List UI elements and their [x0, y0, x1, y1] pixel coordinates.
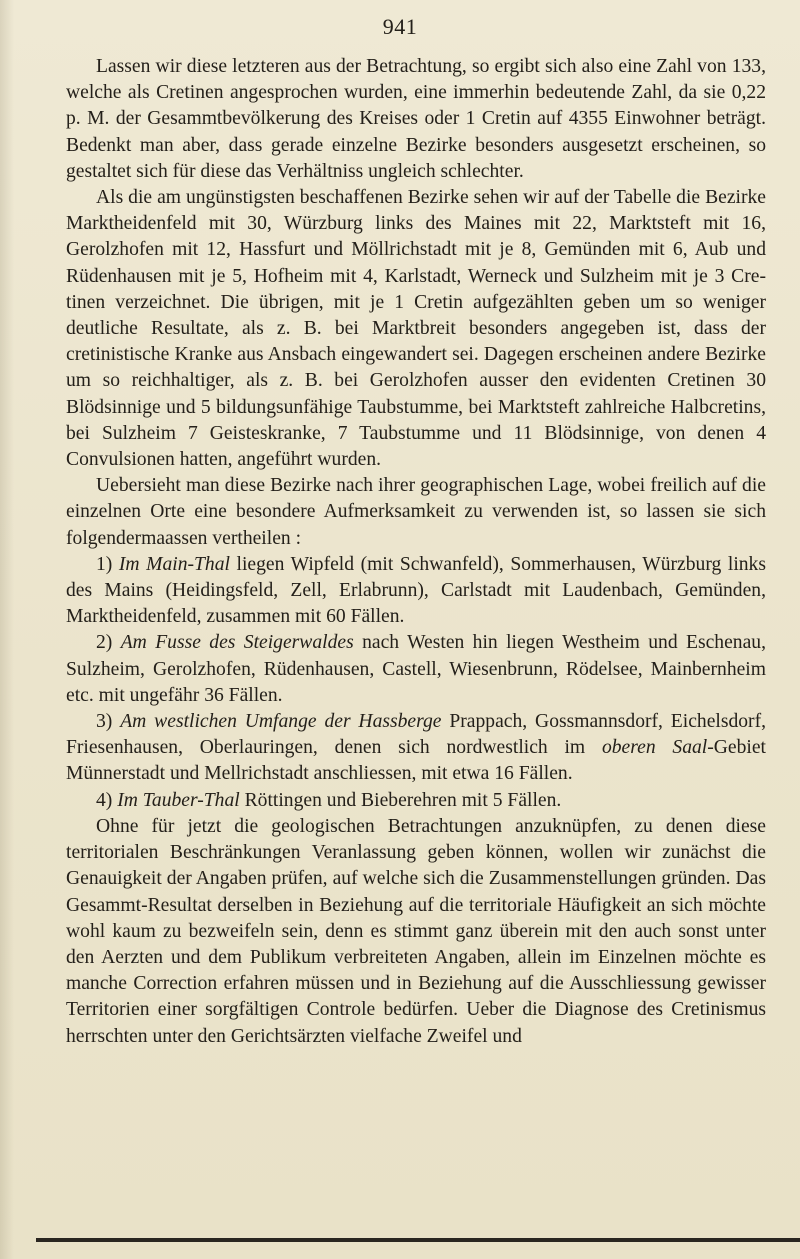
page-edge-shadow — [0, 0, 14, 1259]
page-number: 941 — [382, 14, 418, 39]
list-item-1-number: 1) — [96, 553, 113, 575]
list-item-2-lead: Am Fusse des Steigerwaldes — [120, 632, 354, 654]
list-item-4-lead: Im Tauber-Thal — [117, 789, 240, 811]
list-item-1-lead: Im Main-Thal — [118, 553, 230, 575]
paragraph-2: Als die am ungünstigsten beschaffenen Bezirke sehen wir auf der Tabelle die Bezirke Marktheidenfeld mit 30, Würzburg links des Maines mit 22, Marktsteft mit 16, Gerolzhofen mit 12, Hassfurt und Möllrichstadt mit je 8, Gemünden mit 6, Aub und Rüdenhausen mit je 5, Hofheim mit 4, Karlstadt, Werneck und Sulzheim mit je 3 Cretinen verzeichnet. Die übrigen, mit je 1 Cretin aufgezählten geben um so weniger deutliche Resultate, als z. B. bei Marktbreit besonders angegeben ist, dass der cretinistische Kranke aus Ansbach eingewandert sei. Dagegen erscheinen andere Bezirke um so reichhaltiger, als z. B. bei Gerolzhofen ausser den evidenten Cretinen 30 Blödsinnige und 5 bildungsunfähige Taubstumme, bei Marktsteft zahlreiche Halbcretins, bei Sulzheim 7 Geisteskranke, 7 Taubstumme und 11 Blödsinnige, von denen 4 Convulsionen hatten, angeführt wurden. — [66, 187, 766, 471]
list-item-3-emphasis: oberen Saal — [601, 737, 708, 759]
body-text — [66, 54, 766, 1050]
paragraph-4: Ohne für jetzt die geologischen Betrachtungen anzuknüpfen, zu denen diese territorialen Beschränkungen Veranlassung geben können, wollen wir zunächst die Genauigkeit der Angaben prüfen, auf welche sich die Zusammenstellungen gründen. Das Gesammt-Resultat derselben in Beziehung auf die territoriale Häufigkeit an sich möchte wohl kaum zu bezweifeln sein, denn es stimmt ganz überein mit den auch sonst unter den Aerzten und dem Publikum verbreiteten Angaben, allein im Einzelnen möchte es manche Correction erfahren müssen und in Beziehung auf die Ausschliessung gewisser Territorien einer sorgfältigen Controle bedürfen. Ueber die Diagnose des Cretinismus herrschten unter den Gerichtsärzten vielfache Zweifel und — [66, 815, 766, 1047]
list-item-3 — [66, 709, 766, 788]
list-item-4-text: Röttingen und Bieberehren mit 5 Fällen. — [239, 789, 562, 811]
list-item-3-lead: Am westlichen Umfange der Hassberge — [120, 711, 442, 733]
bottom-rule — [36, 1238, 800, 1242]
paragraph-3: Uebersieht man diese Bezirke nach ihrer geographischen Lage, wobei freilich auf die einzelnen Orte eine besondere Aufmerksamkeit zu verwenden ist, so lassen sie sich folgendermaassen vertheilen : — [66, 475, 766, 549]
list-item-2-number: 2) — [96, 632, 113, 654]
list-item-3-text-b: -Gebiet Münnerstadt und Mellrichstadt anschliessen, mit etwa 16 Fällen. — [66, 737, 766, 785]
list-item-1 — [66, 552, 766, 631]
list-item-3-text-a: Prappach, Gossmannsdorf, Eichelsdorf, Friesenhausen, Oberlauringen, denen sich nordwestlich im — [66, 711, 767, 759]
list-item-3-number: 3) — [96, 711, 113, 733]
list-item-4 — [66, 788, 766, 814]
list-item-2-text: nach Westen hin liegen Westheim und Eschenau, Sulzheim, Gerolzhofen, Rüdenhausen, Castell, Wiesenbrunn, Rödelsee, Mainbernheim etc. mit ungefähr 36 Fällen. — [66, 632, 766, 706]
list-item-2 — [66, 630, 766, 709]
list-item-4-number: 4) — [96, 789, 113, 811]
list-item-1-text: liegen Wipfeld (mit Schwanfeld), Sommerhausen, Würzburg links des Mains (Heidingsfeld, Zell, Erlabrunn), Carlstadt mit Laudenbach, Gemünden, Marktheidenfeld, zusammen mit 60 Fällen. — [66, 553, 766, 628]
paragraph-1: Lassen wir diese letzteren aus der Betrachtung, so ergibt sich also eine Zahl von 133, welche als Cretinen angesprochen wurden, eine immerhin bedeutende Zahl, da sie 0,22 p. M. der Gesammtbevölkerung des Kreises oder 1 Cretin auf 4355 Einwohner beträgt. Bedenkt man aber, dass gerade einzelne Bezirke besonders ausgesetzt erscheinen, so gestaltet sich für diese das Verhältniss ungleich schlechter. — [66, 56, 766, 182]
